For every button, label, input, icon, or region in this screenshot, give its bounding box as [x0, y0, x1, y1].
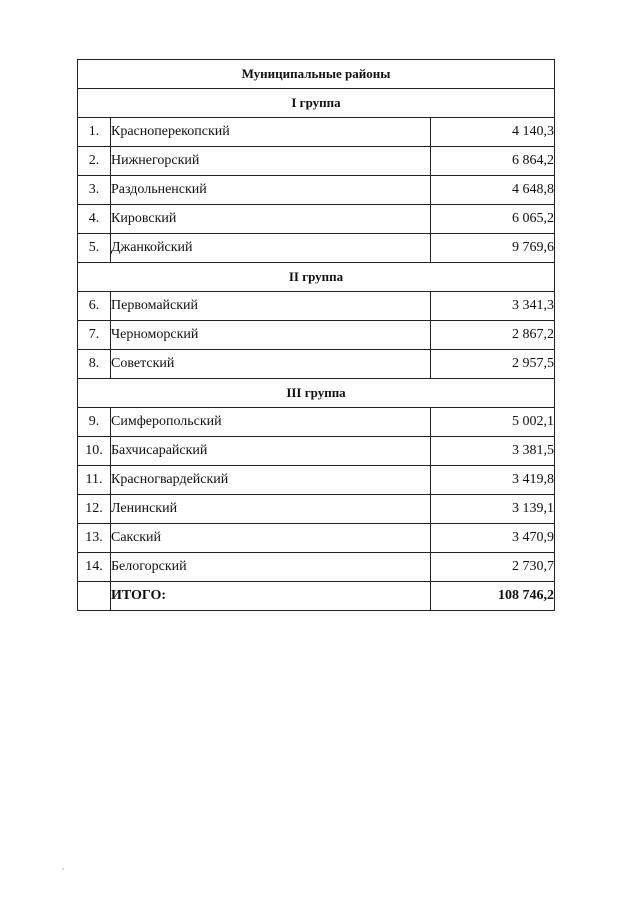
- table-row: [78, 118, 555, 147]
- district-name: Джанкойский: [111, 234, 431, 263]
- district-value: 5 002,1: [431, 408, 555, 437]
- district-name: Белогорский: [111, 553, 431, 582]
- table-row: [78, 466, 555, 495]
- district-name: Первомайский: [111, 292, 431, 321]
- table-row: [78, 408, 555, 437]
- district-value: 3 341,3: [431, 292, 555, 321]
- district-name: Бахчисарайский: [111, 437, 431, 466]
- district-name: Черноморский: [111, 321, 431, 350]
- table-row: [78, 234, 555, 263]
- scan-speck: [62, 868, 64, 870]
- district-value: 9 769,6: [431, 234, 555, 263]
- district-name: Раздольненский: [111, 176, 431, 205]
- row-number: 11.: [78, 466, 111, 495]
- group-label: II группа: [78, 263, 555, 292]
- row-number: 8.: [78, 350, 111, 379]
- table-title: Муниципальные районы: [78, 60, 555, 89]
- total-value: 108 746,2: [431, 582, 555, 611]
- table-row: [78, 495, 555, 524]
- total-label: ИТОГО:: [111, 582, 431, 611]
- table-row: [78, 205, 555, 234]
- row-number: 3.: [78, 176, 111, 205]
- total-row: [78, 582, 555, 611]
- district-value: 3 139,1: [431, 495, 555, 524]
- table-row: [78, 553, 555, 582]
- total-empty-cell: [78, 582, 111, 611]
- district-value: 4 140,3: [431, 118, 555, 147]
- row-number: 13.: [78, 524, 111, 553]
- group-header-row: [78, 263, 555, 292]
- district-value: 3 381,5: [431, 437, 555, 466]
- district-value: 4 648,8: [431, 176, 555, 205]
- district-value: 2 957,5: [431, 350, 555, 379]
- district-value: 6 864,2: [431, 147, 555, 176]
- district-value: 3 470,9: [431, 524, 555, 553]
- district-value: 6 065,2: [431, 205, 555, 234]
- row-number: 7.: [78, 321, 111, 350]
- table-body: [78, 60, 555, 611]
- table-title-row: [78, 60, 555, 89]
- row-number: 12.: [78, 495, 111, 524]
- district-name: Красногвардейский: [111, 466, 431, 495]
- group-header-row: [78, 379, 555, 408]
- group-header-row: [78, 89, 555, 118]
- group-label: I группа: [78, 89, 555, 118]
- row-number: 5.: [78, 234, 111, 263]
- row-number: 4.: [78, 205, 111, 234]
- district-value: 3 419,8: [431, 466, 555, 495]
- district-name: Ленинский: [111, 495, 431, 524]
- row-number: 14.: [78, 553, 111, 582]
- district-name: Нижнегорский: [111, 147, 431, 176]
- district-value: 2 867,2: [431, 321, 555, 350]
- row-number: 9.: [78, 408, 111, 437]
- municipal-districts-table: [77, 59, 555, 611]
- table-row: [78, 147, 555, 176]
- district-value: 2 730,7: [431, 553, 555, 582]
- district-name: Кировский: [111, 205, 431, 234]
- row-number: 6.: [78, 292, 111, 321]
- row-number: 2.: [78, 147, 111, 176]
- row-number: 10.: [78, 437, 111, 466]
- district-name: Советский: [111, 350, 431, 379]
- district-name: Красноперекопский: [111, 118, 431, 147]
- district-name: Симферопольский: [111, 408, 431, 437]
- group-label: III группа: [78, 379, 555, 408]
- district-name: Сакский: [111, 524, 431, 553]
- row-number: 1.: [78, 118, 111, 147]
- table-row: [78, 524, 555, 553]
- table-row: [78, 437, 555, 466]
- table-row: [78, 176, 555, 205]
- table-row: [78, 350, 555, 379]
- table-row: [78, 292, 555, 321]
- table-row: [78, 321, 555, 350]
